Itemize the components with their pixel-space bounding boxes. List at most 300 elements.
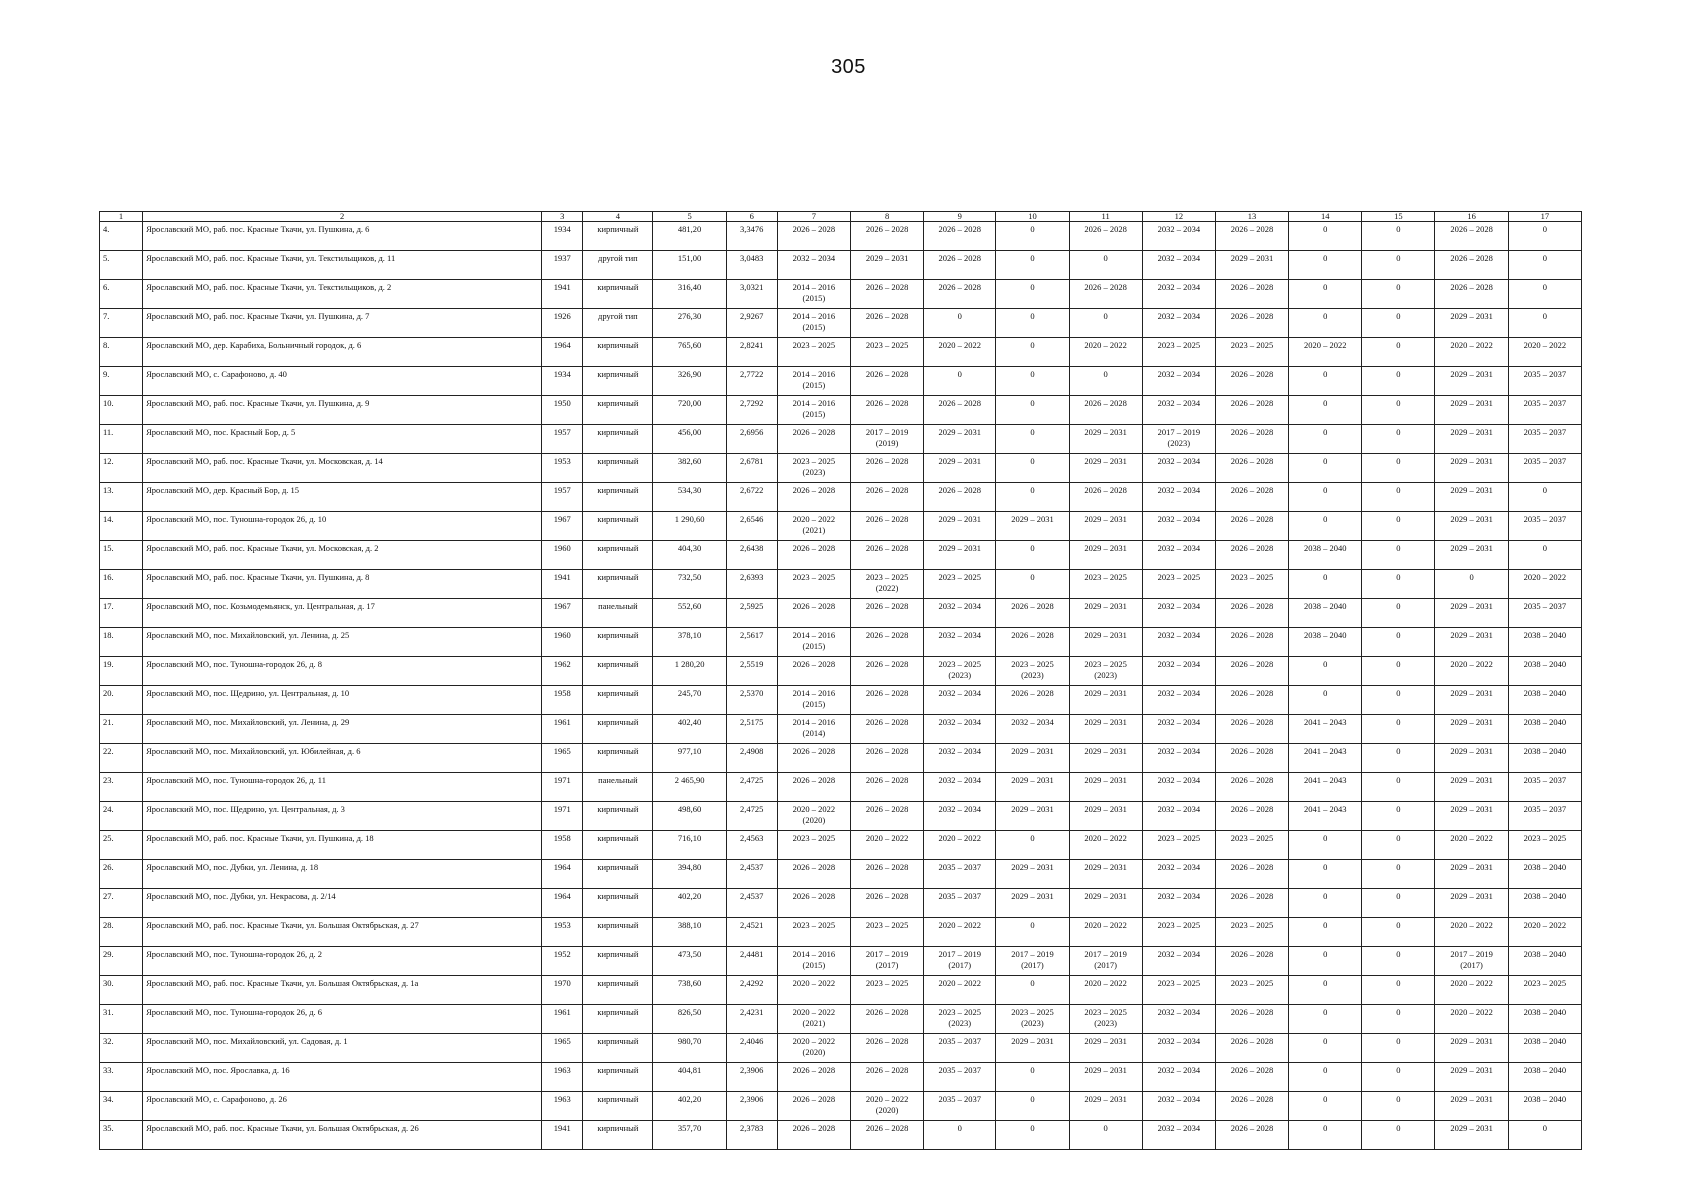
table-cell: 2032 – 2034: [924, 802, 996, 831]
table-cell: 2032 – 2034: [1142, 222, 1215, 251]
table-cell: 2032 – 2034: [1142, 744, 1215, 773]
table-cell: 738,60: [653, 976, 726, 1005]
table-cell: 2023 – 2025: [1142, 976, 1215, 1005]
table-cell: 2017 – 2019 (2019): [850, 425, 923, 454]
table-cell: 2,7292: [726, 396, 777, 425]
table-cell: 0: [1362, 1121, 1435, 1150]
address-cell: Ярославский МО, раб. пос. Красные Ткачи, ул. Пушкина, д. 6: [143, 222, 542, 251]
row-number-cell: 26.: [100, 860, 143, 889]
table-cell: 2035 – 2037: [924, 1063, 996, 1092]
address-cell: Ярославский МО, пос. Михайловский, ул. Ленина, д. 25: [143, 628, 542, 657]
table-cell: 2032 – 2034: [996, 715, 1069, 744]
table-cell: 2029 – 2031: [1435, 1063, 1508, 1092]
table-cell: 0: [1362, 773, 1435, 802]
row-number-cell: 25.: [100, 831, 143, 860]
column-number-header: 5: [653, 212, 726, 222]
table-cell: 2014 – 2016 (2015): [777, 309, 850, 338]
row-number-cell: 22.: [100, 744, 143, 773]
table-cell: 2026 – 2028: [850, 657, 923, 686]
table-cell: 2032 – 2034: [1142, 1063, 1215, 1092]
table-cell: 2,6956: [726, 425, 777, 454]
table-cell: 826,50: [653, 1005, 726, 1034]
table-cell: кирпичный: [583, 657, 653, 686]
table-cell: 2,4563: [726, 831, 777, 860]
table-cell: 1964: [542, 338, 583, 367]
table-cell: 2023 – 2025: [777, 831, 850, 860]
table-cell: 2029 – 2031: [1435, 628, 1508, 657]
table-cell: 0: [1362, 483, 1435, 512]
table-cell: 2023 – 2025 (2023): [1069, 657, 1142, 686]
table-cell: 3,0321: [726, 280, 777, 309]
table-row: [100, 280, 1582, 309]
table-cell: 2,4521: [726, 918, 777, 947]
table-cell: 0: [1362, 657, 1435, 686]
table-cell: 1963: [542, 1092, 583, 1121]
row-number-cell: 8.: [100, 338, 143, 367]
table-cell: 2026 – 2028: [1215, 512, 1288, 541]
table-cell: 1960: [542, 628, 583, 657]
table-cell: 2023 – 2025 (2023): [777, 454, 850, 483]
table-cell: 2032 – 2034: [924, 715, 996, 744]
table-cell: 2,5925: [726, 599, 777, 628]
table-cell: 2020 – 2022 (2020): [777, 802, 850, 831]
table-cell: 2029 – 2031: [1435, 309, 1508, 338]
table-cell: 2026 – 2028: [850, 744, 923, 773]
table-cell: 0: [996, 222, 1069, 251]
table-cell: 2,6546: [726, 512, 777, 541]
table-cell: 2020 – 2022: [1435, 976, 1508, 1005]
table-cell: 2020 – 2022: [1069, 976, 1142, 1005]
table-cell: 2020 – 2022: [924, 976, 996, 1005]
table-cell: 2026 – 2028: [996, 599, 1069, 628]
table-cell: 1970: [542, 976, 583, 1005]
table-cell: 2038 – 2040: [1508, 860, 1581, 889]
table-cell: 2026 – 2028: [777, 1092, 850, 1121]
table-cell: 0: [996, 483, 1069, 512]
table-cell: 2032 – 2034: [1142, 860, 1215, 889]
table-cell: кирпичный: [583, 686, 653, 715]
table-cell: 0: [1362, 1063, 1435, 1092]
address-cell: Ярославский МО, раб. пос. Красные Ткачи, ул. Пушкина, д. 8: [143, 570, 542, 599]
table-cell: 2032 – 2034: [1142, 773, 1215, 802]
table-cell: 0: [996, 309, 1069, 338]
table-cell: 2,6781: [726, 454, 777, 483]
table-cell: 2035 – 2037: [1508, 512, 1581, 541]
table-cell: 0: [996, 367, 1069, 396]
address-cell: Ярославский МО, раб. пос. Красные Ткачи, ул. Большая Октябрьская, д. 1а: [143, 976, 542, 1005]
table-cell: 2020 – 2022: [1289, 338, 1362, 367]
table-cell: 2029 – 2031: [1435, 744, 1508, 773]
table-cell: 2029 – 2031: [1069, 425, 1142, 454]
table-cell: 2020 – 2022: [1435, 831, 1508, 860]
table-cell: 2026 – 2028: [1215, 802, 1288, 831]
table-cell: 0: [1289, 831, 1362, 860]
table-cell: 2,5617: [726, 628, 777, 657]
table-cell: 2035 – 2037: [1508, 454, 1581, 483]
table-cell: 552,60: [653, 599, 726, 628]
address-cell: Ярославский МО, раб. пос. Красные Ткачи, ул. Текстильщиков, д. 2: [143, 280, 542, 309]
table-cell: 2020 – 2022: [1069, 918, 1142, 947]
row-number-cell: 13.: [100, 483, 143, 512]
table-row: [100, 309, 1582, 338]
table-cell: 1961: [542, 715, 583, 744]
row-number-cell: 35.: [100, 1121, 143, 1150]
table-cell: 1957: [542, 483, 583, 512]
table-cell: 2029 – 2031: [996, 744, 1069, 773]
table-cell: 2020 – 2022: [1508, 338, 1581, 367]
table-cell: 2023 – 2025: [850, 918, 923, 947]
table-cell: 2029 – 2031: [1435, 1092, 1508, 1121]
table-cell: другой тип: [583, 309, 653, 338]
table-cell: 0: [1289, 947, 1362, 976]
table-cell: 2029 – 2031: [996, 1034, 1069, 1063]
table-row: [100, 396, 1582, 425]
table-cell: 0: [1508, 280, 1581, 309]
table-cell: 2023 – 2025: [1215, 918, 1288, 947]
table-cell: 2029 – 2031: [1069, 715, 1142, 744]
row-number-cell: 10.: [100, 396, 143, 425]
row-number-cell: 17.: [100, 599, 143, 628]
table-cell: 0: [1289, 483, 1362, 512]
table-cell: 0: [996, 1121, 1069, 1150]
table-cell: 0: [1289, 860, 1362, 889]
table-cell: кирпичный: [583, 425, 653, 454]
table-cell: 2014 – 2016 (2015): [777, 686, 850, 715]
table-cell: 2029 – 2031: [1435, 686, 1508, 715]
table-cell: 2026 – 2028: [1215, 454, 1288, 483]
table-cell: 2026 – 2028: [1215, 1034, 1288, 1063]
table-cell: 2026 – 2028: [850, 1034, 923, 1063]
table-cell: 2026 – 2028: [777, 889, 850, 918]
table-cell: 2026 – 2028: [1069, 280, 1142, 309]
table-cell: 2026 – 2028: [777, 1063, 850, 1092]
address-cell: Ярославский МО, раб. пос. Красные Ткачи, ул. Большая Октябрьская, д. 27: [143, 918, 542, 947]
table-cell: 2026 – 2028: [850, 686, 923, 715]
table-cell: 2,6438: [726, 541, 777, 570]
column-number-header: 13: [1215, 212, 1288, 222]
row-number-cell: 16.: [100, 570, 143, 599]
table-cell: 0: [1289, 280, 1362, 309]
table-cell: 2029 – 2031: [1069, 744, 1142, 773]
table-cell: 2032 – 2034: [924, 686, 996, 715]
table-cell: 2032 – 2034: [1142, 541, 1215, 570]
table-cell: 2017 – 2019 (2017): [850, 947, 923, 976]
row-number-cell: 31.: [100, 1005, 143, 1034]
table-cell: 0: [996, 396, 1069, 425]
table-cell: 2023 – 2025: [777, 570, 850, 599]
column-number-header: 7: [777, 212, 850, 222]
table-cell: кирпичный: [583, 976, 653, 1005]
table-cell: 2026 – 2028: [924, 222, 996, 251]
table-cell: 2026 – 2028: [850, 512, 923, 541]
table-cell: 2026 – 2028: [850, 889, 923, 918]
table-cell: 0: [1362, 541, 1435, 570]
table-cell: 1950: [542, 396, 583, 425]
table-row: [100, 1121, 1582, 1150]
table-cell: 1953: [542, 454, 583, 483]
table-cell: 2026 – 2028: [850, 483, 923, 512]
table-cell: 2,4725: [726, 802, 777, 831]
table-cell: 2029 – 2031: [1069, 889, 1142, 918]
table-cell: 2026 – 2028: [1435, 251, 1508, 280]
table-cell: 2020 – 2022: [924, 918, 996, 947]
table-cell: 2020 – 2022 (2020): [777, 1034, 850, 1063]
table-cell: 2020 – 2022: [1069, 338, 1142, 367]
table-cell: 2038 – 2040: [1508, 686, 1581, 715]
table-cell: 2026 – 2028: [1215, 483, 1288, 512]
table-cell: 2014 – 2016 (2015): [777, 628, 850, 657]
table-cell: 0: [1069, 309, 1142, 338]
table-cell: 2038 – 2040: [1289, 599, 1362, 628]
table-row: [100, 1005, 1582, 1034]
table-cell: 2029 – 2031: [996, 802, 1069, 831]
table-cell: 2026 – 2028: [1069, 396, 1142, 425]
table-cell: 2014 – 2016 (2015): [777, 280, 850, 309]
table-cell: кирпичный: [583, 338, 653, 367]
table-cell: 0: [1289, 454, 1362, 483]
table-cell: 2023 – 2025 (2023): [996, 657, 1069, 686]
row-number-cell: 29.: [100, 947, 143, 976]
table-cell: 2026 – 2028: [1215, 425, 1288, 454]
table-row: [100, 512, 1582, 541]
table-cell: 2026 – 2028: [850, 396, 923, 425]
table-cell: 0: [1362, 570, 1435, 599]
table-cell: 2026 – 2028: [1215, 773, 1288, 802]
address-cell: Ярославский МО, с. Сарафоново, д. 26: [143, 1092, 542, 1121]
table-cell: 2023 – 2025: [1508, 831, 1581, 860]
table-cell: 1958: [542, 686, 583, 715]
address-cell: Ярославский МО, пос. Туношна-городок 26, д. 6: [143, 1005, 542, 1034]
table-cell: 2026 – 2028: [777, 773, 850, 802]
table-cell: 2023 – 2025: [850, 338, 923, 367]
address-cell: Ярославский МО, пос. Ярославка, д. 16: [143, 1063, 542, 1092]
table-cell: 0: [996, 570, 1069, 599]
table-cell: 2014 – 2016 (2014): [777, 715, 850, 744]
table-cell: 0: [996, 425, 1069, 454]
table-cell: 2,3906: [726, 1063, 777, 1092]
address-cell: Ярославский МО, пос. Щедрино, ул. Центральная, д. 3: [143, 802, 542, 831]
table-cell: 2032 – 2034: [924, 628, 996, 657]
address-cell: Ярославский МО, пос. Туношна-городок 26, д. 2: [143, 947, 542, 976]
address-cell: Ярославский МО, пос. Туношна-городок 26, д. 8: [143, 657, 542, 686]
table-cell: 2041 – 2043: [1289, 715, 1362, 744]
table-row: [100, 541, 1582, 570]
table-cell: 2032 – 2034: [1142, 1092, 1215, 1121]
table-cell: 2035 – 2037: [924, 860, 996, 889]
table-cell: 316,40: [653, 280, 726, 309]
table-cell: панельный: [583, 773, 653, 802]
table-cell: 0: [1289, 367, 1362, 396]
table-cell: 2032 – 2034: [1142, 512, 1215, 541]
table-cell: 716,10: [653, 831, 726, 860]
table-cell: 2,6393: [726, 570, 777, 599]
row-number-cell: 19.: [100, 657, 143, 686]
table-cell: 2,4537: [726, 889, 777, 918]
table-cell: 245,70: [653, 686, 726, 715]
table-cell: 357,70: [653, 1121, 726, 1150]
table-cell: 0: [1362, 396, 1435, 425]
row-number-cell: 24.: [100, 802, 143, 831]
table-cell: 1952: [542, 947, 583, 976]
table-cell: кирпичный: [583, 483, 653, 512]
table-cell: 0: [1362, 280, 1435, 309]
table-cell: 2038 – 2040: [1508, 1034, 1581, 1063]
table-cell: 2029 – 2031: [1435, 512, 1508, 541]
table-cell: 0: [1362, 599, 1435, 628]
table-cell: 2029 – 2031: [1069, 599, 1142, 628]
table-cell: 2,5370: [726, 686, 777, 715]
table-cell: 2026 – 2028: [1215, 686, 1288, 715]
table-cell: 0: [1289, 222, 1362, 251]
row-number-cell: 6.: [100, 280, 143, 309]
table-cell: другой тип: [583, 251, 653, 280]
column-number-header: 16: [1435, 212, 1508, 222]
table-cell: 2 465,90: [653, 773, 726, 802]
table-cell: 2020 – 2022 (2021): [777, 1005, 850, 1034]
table-cell: 0: [1362, 628, 1435, 657]
table-cell: 2038 – 2040: [1289, 541, 1362, 570]
table-cell: 2023 – 2025: [1508, 976, 1581, 1005]
table-cell: 2032 – 2034: [1142, 715, 1215, 744]
table-cell: 2026 – 2028: [850, 454, 923, 483]
table-cell: 2026 – 2028: [1435, 280, 1508, 309]
table-cell: кирпичный: [583, 280, 653, 309]
table-cell: 2032 – 2034: [1142, 454, 1215, 483]
table-cell: 2026 – 2028: [1215, 280, 1288, 309]
table-row: [100, 686, 1582, 715]
table-cell: 2038 – 2040: [1508, 628, 1581, 657]
table-cell: 0: [1362, 947, 1435, 976]
table-cell: 2017 – 2019 (2017): [1069, 947, 1142, 976]
table-cell: 0: [996, 1063, 1069, 1092]
table-cell: кирпичный: [583, 396, 653, 425]
table-cell: 2026 – 2028: [1215, 1121, 1288, 1150]
table-cell: кирпичный: [583, 541, 653, 570]
table-cell: 1926: [542, 309, 583, 338]
table-cell: 404,81: [653, 1063, 726, 1092]
column-number-header: 11: [1069, 212, 1142, 222]
table-cell: 2020 – 2022: [850, 831, 923, 860]
table-cell: 0: [1289, 976, 1362, 1005]
table-cell: 2026 – 2028: [850, 599, 923, 628]
table-cell: 2029 – 2031: [1435, 454, 1508, 483]
table-cell: 2026 – 2028: [850, 541, 923, 570]
address-cell: Ярославский МО, пос. Дубки, ул. Некрасова, д. 2/14: [143, 889, 542, 918]
table-cell: 2032 – 2034: [1142, 657, 1215, 686]
table-cell: 2017 – 2019 (2017): [924, 947, 996, 976]
table-cell: 0: [996, 338, 1069, 367]
table-cell: 2029 – 2031: [1069, 802, 1142, 831]
table-cell: 0: [1289, 1121, 1362, 1150]
table-cell: 2032 – 2034: [1142, 947, 1215, 976]
table-cell: 0: [1289, 686, 1362, 715]
page-number: 305: [831, 56, 866, 78]
table-row: [100, 1063, 1582, 1092]
row-number-cell: 18.: [100, 628, 143, 657]
table-body: [100, 222, 1582, 1150]
table-cell: 0: [1362, 860, 1435, 889]
table-cell: 2020 – 2022: [1435, 1005, 1508, 1034]
table-cell: 2041 – 2043: [1289, 744, 1362, 773]
table-cell: кирпичный: [583, 570, 653, 599]
table-cell: 0: [1289, 1092, 1362, 1121]
table-cell: 0: [996, 918, 1069, 947]
table-cell: 2029 – 2031: [1435, 773, 1508, 802]
table-cell: 1967: [542, 599, 583, 628]
table-cell: 2026 – 2028: [924, 280, 996, 309]
table-cell: 2038 – 2040: [1508, 889, 1581, 918]
table-cell: 2026 – 2028: [850, 1121, 923, 1150]
table-cell: 0: [1362, 1092, 1435, 1121]
table-cell: 0: [1069, 1121, 1142, 1150]
table-cell: 1937: [542, 251, 583, 280]
table-cell: 977,10: [653, 744, 726, 773]
table-cell: 2026 – 2028: [850, 860, 923, 889]
table-row: [100, 1092, 1582, 1121]
table-cell: 2026 – 2028: [777, 541, 850, 570]
table-cell: 2,6722: [726, 483, 777, 512]
table-cell: 2032 – 2034: [1142, 599, 1215, 628]
table-cell: 720,00: [653, 396, 726, 425]
table-cell: 473,50: [653, 947, 726, 976]
row-number-cell: 20.: [100, 686, 143, 715]
column-number-header: 12: [1142, 212, 1215, 222]
table-cell: 2029 – 2031: [1435, 802, 1508, 831]
table-row: [100, 483, 1582, 512]
table-cell: 0: [1289, 309, 1362, 338]
column-number-header: 6: [726, 212, 777, 222]
table-cell: 2032 – 2034: [1142, 309, 1215, 338]
table-cell: 2029 – 2031: [1069, 454, 1142, 483]
table-cell: 2035 – 2037: [1508, 425, 1581, 454]
table-cell: 2020 – 2022: [1508, 570, 1581, 599]
table-cell: кирпичный: [583, 1092, 653, 1121]
table-row: [100, 947, 1582, 976]
table-cell: 2026 – 2028: [1215, 657, 1288, 686]
table-cell: 0: [1362, 222, 1435, 251]
table-cell: 402,20: [653, 889, 726, 918]
table-cell: 2023 – 2025: [1142, 570, 1215, 599]
table-cell: кирпичный: [583, 744, 653, 773]
table-cell: 534,30: [653, 483, 726, 512]
table-cell: 2,7722: [726, 367, 777, 396]
address-cell: Ярославский МО, раб. пос. Красные Ткачи, ул. Текстильщиков, д. 11: [143, 251, 542, 280]
table-cell: 1958: [542, 831, 583, 860]
table-cell: 2026 – 2028: [777, 860, 850, 889]
table-cell: 1957: [542, 425, 583, 454]
row-number-cell: 4.: [100, 222, 143, 251]
row-number-cell: 21.: [100, 715, 143, 744]
table-cell: 2035 – 2037: [1508, 367, 1581, 396]
table-cell: 2026 – 2028: [777, 1121, 850, 1150]
table-row: [100, 918, 1582, 947]
table-cell: 2038 – 2040: [1508, 1063, 1581, 1092]
table-cell: 2,4481: [726, 947, 777, 976]
table-row: [100, 367, 1582, 396]
table-cell: кирпичный: [583, 889, 653, 918]
table-cell: 2029 – 2031: [1069, 773, 1142, 802]
table-cell: 2014 – 2016 (2015): [777, 396, 850, 425]
table-cell: 2020 – 2022 (2020): [850, 1092, 923, 1121]
table-cell: 2020 – 2022: [924, 831, 996, 860]
table-cell: 2026 – 2028: [924, 483, 996, 512]
table-cell: 0: [1362, 715, 1435, 744]
row-number-cell: 11.: [100, 425, 143, 454]
table-cell: 2,4046: [726, 1034, 777, 1063]
table-cell: 2032 – 2034: [1142, 628, 1215, 657]
table-cell: 2035 – 2037: [1508, 773, 1581, 802]
table-row: [100, 744, 1582, 773]
